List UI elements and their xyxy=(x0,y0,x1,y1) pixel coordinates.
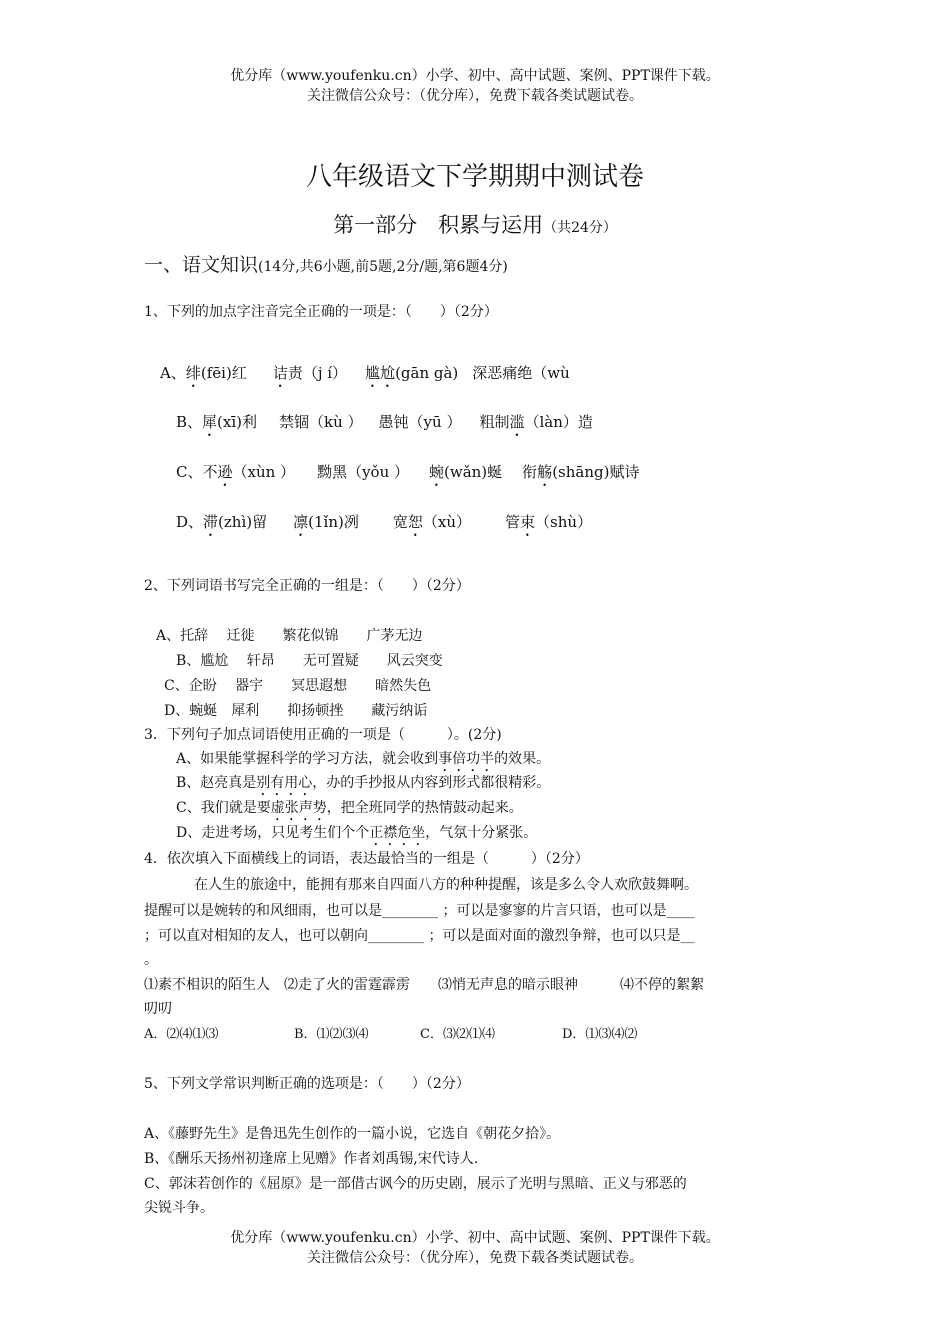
q3-option-c: C、我们就是要虚张声势，把全班同学的热情鼓动起来。 xyxy=(176,800,523,816)
q1-option-c: C、不逊（xùn ） 黝黑（yǒu ） 蜿(wǎn)蜒 衔觞(shāng)赋诗 xyxy=(176,463,640,481)
q4-answer-b: B．⑴⑵⑶⑷ xyxy=(294,1027,369,1042)
q2-stem: 2、下列词语书写完全正确的一组是：（ ）（2分） xyxy=(144,578,470,594)
q5-option-c-line2: 尖锐斗争。 xyxy=(144,1200,214,1216)
q4-answer-a: A．⑵⑷⑴⑶ xyxy=(144,1027,219,1042)
q5-stem: 5、下列文学常识判断正确的选项是：（ ）（2分） xyxy=(144,1076,470,1092)
q2-option-b: B、尴尬 轩昂 无可置疑 风云突变 xyxy=(176,653,443,669)
page-header-line2: 关注微信公众号：（优分库），免费下载各类试题试卷。 xyxy=(307,88,643,104)
page-title: 八年级语文下学期期中测试卷 xyxy=(305,162,644,192)
page-footer-line2: 关注微信公众号：（优分库），免费下载各类试题试卷。 xyxy=(307,1250,643,1266)
q2-option-c: C、企盼 器宇 冥思遐想 暗然失色 xyxy=(164,678,432,694)
part-label: 第一部分 积累与运用 xyxy=(333,213,544,237)
page-footer-line1: 优分库（www.youfenku.cn）小学、初中、高中试题、案例、PPT课件下载。 xyxy=(230,1230,720,1246)
q4-passage-line2: 提醒可以是婉转的和风细雨，也可以是________ ；可以是寥寥的片言只语，也可以是____ xyxy=(144,903,695,919)
q4-passage-line4: 。 xyxy=(144,952,158,968)
section-detail: (14分,共6小题,前5题,2分/题,第6题4分) xyxy=(258,259,508,275)
q1-stem: 1、下列的加点字注音完全正确的一项是：（ ）（2分） xyxy=(144,304,498,320)
q4-stem: 4．依次填入下面横线上的词语，表达最恰当的一组是（ ）（2分） xyxy=(144,851,589,867)
q2-option-a: A、托辞 迁徙 繁花似锦 广茅无边 xyxy=(156,628,423,644)
q5-option-c-line1: C、郭沫若创作的《屈原》是一部借古讽今的历史剧，展示了光明与黑暗、正义与邪恶的 xyxy=(144,1176,687,1192)
page-header-line1: 优分库（www.youfenku.cn）小学、初中、高中试题、案例、PPT课件下载。 xyxy=(230,68,720,84)
part-score: （共24分） xyxy=(543,220,617,236)
q3-option-a: A、如果能掌握科学的学习方法，就会收到事倍功半的效果。 xyxy=(176,751,551,767)
q5-option-b: B、《酬乐天扬州初逢席上见赠》作者刘禹锡,宋代诗人. xyxy=(144,1151,479,1167)
q1-option-a: A、绯(fēi)红 诘责（j í） 尴尬(gān gà) 深恶痛绝（wù xyxy=(160,364,570,382)
q3-option-b: B、赵亮真是别有用心，办的手抄报从内容到形式都很精彩。 xyxy=(176,775,551,791)
q1-option-d: D、滞(zhì)留 凛(1ǐn)冽 宽恕（xù） 管束（shù） xyxy=(176,513,593,531)
q3-stem: 3．下列句子加点词语使用正确的一项是（ ）。(2分) xyxy=(144,727,502,743)
q4-passage-line1: 在人生的旅途中，能拥有那来自四面八方的种种提醒，该是多么令人欢欣鼓舞啊。 xyxy=(194,877,698,893)
q1-option-b: B、犀(xī)利 禁锢（kù ） 愚钝（yū ） 粗制滥（làn）造 xyxy=(176,413,593,431)
q2-option-d: D、蜿蜒 犀利 抑扬顿挫 藏污纳诟 xyxy=(164,703,428,719)
section-heading xyxy=(144,250,508,277)
q4-items-line1: ⑴素不相识的陌生人 ⑵走了火的雷霆霹雳 ⑶悄无声息的暗示眼神 ⑷不停的絮絮 xyxy=(144,977,704,993)
part-heading xyxy=(0,209,950,239)
q3-option-d: D、走进考场，只见考生们个个正襟危坐，气氛十分紧张。 xyxy=(176,825,538,841)
q5-option-a: A、《藤野先生》是鲁迅先生创作的一篇小说，它选自《朝花夕拾》。 xyxy=(144,1126,561,1142)
q4-answer-d: D．⑴⑶⑷⑵ xyxy=(562,1027,638,1042)
q4-passage-line3: ；可以直对相知的友人，也可以朝向________ ；可以是面对面的激烈争辩，也可以只是__ xyxy=(144,928,695,944)
q4-answer-c: C．⑶⑵⑴⑷ xyxy=(420,1027,495,1042)
section-label: 一、语文知识 xyxy=(144,254,259,276)
q4-items-line2: 叨叨 xyxy=(144,1001,172,1017)
